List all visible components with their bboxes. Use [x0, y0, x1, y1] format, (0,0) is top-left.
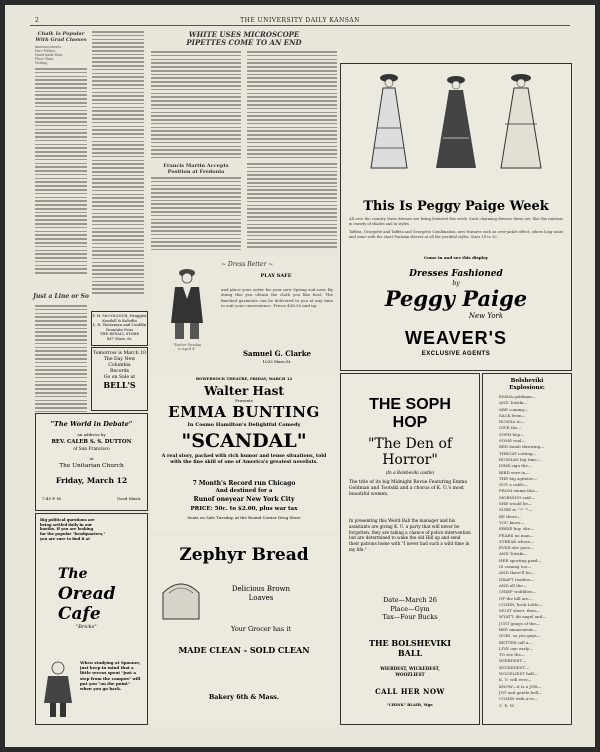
bolsheviki-list-item: BIRD wire in—	[499, 469, 530, 475]
peggy-brand: Peggy Paige	[384, 286, 528, 311]
just-a-line-headline: Just a Line or So	[33, 293, 89, 300]
weavers-exclusive-agents: EXCLUSIVE AGENTS	[421, 351, 491, 357]
bolsheviki-list-item: BED bomb throwing—	[499, 444, 545, 450]
bolsheviki-list-item: EVER she goes—	[499, 545, 534, 551]
francis-headline: Francis Martin Accepts Position at Fredonia	[163, 163, 229, 175]
zephyr-title: Zephyr Bread	[179, 545, 309, 565]
bolsheviki-list-item: RUSSIAN big time—	[499, 456, 541, 462]
bolsheviki-ball: THE BOLSHEVIKI BALL	[369, 638, 451, 658]
bolsheviki-list-item: FEARS no man—	[499, 532, 534, 538]
soph-description: The title of its big Midnight Revue Featuring Emma Goldman and Tootsiki and a chorus of K. U.'s most beautiful women.	[349, 480, 468, 497]
call-her-now: CALL HER NOW	[375, 687, 445, 696]
bolsheviki-list-item: BETTER call a—	[499, 639, 533, 645]
bolsheviki-list-item: BE there—	[499, 513, 521, 519]
soph-details: Date—March 26 Place—Gym Tax—Four Bucks	[382, 596, 438, 621]
bolsheviki-list-item: WICKEDEST—	[499, 664, 530, 670]
man-in-suit-illustration	[161, 263, 213, 341]
soph-description-2: In presenting this Weird Ball the manager and his assistants are giving K. U. a party that will never be forgotten; they are taking a chance of police intervention but are determined to wake the old Hill up and send their patrons home with "I never had such a wild time in my life."	[349, 518, 471, 552]
debate-speaker: REV. CALEB S. S. DUTTON	[51, 439, 132, 445]
peggy-paige-ad	[340, 63, 572, 371]
made-clean-sold-clean: MADE CLEAN - SOLD CLEAN	[178, 645, 310, 655]
bolsheviki-list-item: RUSSIA to—	[499, 419, 525, 425]
debate-time: 7:45 P. M.	[42, 496, 63, 501]
bolsheviki-list-item: AND there'll be—	[499, 570, 535, 576]
bolsheviki-list-item: CHIEF wobblies—	[499, 589, 537, 595]
bolsheviki-list-item: AND Totsiki—	[499, 551, 528, 557]
drugstore-ad: F. H. McCOLLOCH, Druggist Kendall & Kolodin L. R. Waterman and Conklin Fountain Pens THE REXALL STORE 847 Mass. St.	[91, 311, 148, 346]
cosmo-comedy: In Cosmo Hamilton's Delightful Comedy	[187, 422, 301, 428]
bolsheviki-list-item: COMIN, heck Little—	[499, 601, 543, 607]
cafe-name: Cafe	[58, 604, 101, 624]
bolsheviki-list-item: SHE would be—	[499, 501, 532, 507]
debate-church: The Unitarian Church	[59, 463, 124, 469]
bells-records-ad: Tomorrow is March 10 The Day New Columbia Records Go on Sale at BELL'S	[91, 347, 148, 411]
bowersock-header: BOWERSOCK THEATRE, FRIDAY, MARCH 12	[195, 376, 293, 381]
world-debate-ad: "The World in Debate" an address by REV. CALEB S. S. DUTTON of San Francisco at The Unitarian Church Friday, March 12 7:45 P. M. Good Music	[35, 413, 148, 511]
grocer-label: Your Grocer has it	[230, 625, 292, 633]
bolsheviki-list-item: HER sporting pard—	[499, 557, 542, 563]
scandal-title: "SCANDAL"	[181, 430, 307, 452]
soph-hop-ad	[340, 373, 480, 725]
peggy-body-1: All over the country these dresses are being featured this week. Such charming dresses these are, like the rainbow in variety of shades and in styles.	[349, 217, 563, 226]
bolsheviki-list-item: OF the hill are—	[499, 595, 533, 601]
play-safe-header: PLAY SAFE	[260, 273, 292, 279]
zephyr-bread-ad	[151, 537, 337, 721]
bolsheviki-list-item: K. U. will ever—	[499, 677, 532, 683]
star-name: EMMA BUNTING	[168, 403, 320, 421]
chink-blair-manager: "CHINK" BLAIR, Mgr.	[386, 702, 434, 707]
bolsheviki-list-item: DRAFT readers—	[499, 576, 535, 582]
microscope-headline: WHITE USES MICROSCOPE PIPETTES COME TO AN END	[186, 30, 302, 47]
play-safe-caption: "Easter Sunday is April 4"	[172, 343, 202, 351]
peggy-dresses-fashioned: Dresses Fashioned	[409, 269, 503, 279]
bolsheviki-list-item: SOPH hop—	[499, 431, 525, 437]
bolsheviki-list-item: WIERDEST—	[499, 658, 527, 664]
presents-label: Presents	[235, 398, 253, 403]
bolsheviki-title: Bolsheviki Explosions:	[509, 378, 545, 391]
bolsheviki-list-item: KNOW—it is a JOB—	[499, 683, 542, 689]
francis-body	[151, 177, 241, 253]
seats-on-sale: Seats on Sale Tuesday, at the Round Corner Drug Store	[187, 515, 301, 520]
dress-illustration	[361, 68, 551, 180]
bolsheviki-list-item: YOU know—	[499, 519, 525, 525]
microscope-body-left	[151, 51, 241, 161]
bolsheviki-list-item: AND Totsiki—	[499, 400, 528, 406]
bolsheviki-list-item: GOT a cable—	[499, 482, 528, 488]
bolsheviki-list-item: AND all the—	[499, 582, 527, 588]
bolsheviki-castle: (In a Bolsheviki castle)	[385, 470, 435, 475]
oread-bricks: "Bricks"	[76, 624, 97, 630]
peggy-headline: This Is Peggy Paige Week	[363, 199, 549, 214]
bakery-address: Bakery 6th & Mass.	[208, 693, 280, 701]
bolsheviki-list-item: MORNING said—	[499, 494, 535, 500]
play-safe-body: and place your order for your new Spring suit now. By doing this you obtain the cloth you like best. The finished garments can be delivered to you at any time to suit your convenience. Prices $38.50 and up.	[221, 287, 333, 309]
stryker-body	[247, 163, 337, 253]
oread-name: Oread	[58, 584, 116, 604]
ticket-price: PRICE: 50c. to $2.00, plus war tax	[190, 506, 298, 512]
masthead-rule	[30, 25, 570, 26]
bolsheviki-list-item: THROAT cutting—	[499, 450, 537, 456]
debate-music: Good Music	[116, 496, 141, 501]
chalk-headline: Chalk Is Popular With Grad Classes	[35, 31, 87, 43]
delicious-loaves: Delicious Brown Loaves	[231, 585, 291, 602]
bolsheviki-list	[499, 394, 569, 709]
bolsheviki-list-item: GIVE the—	[499, 425, 522, 431]
bowersock-scandal-ad	[151, 373, 337, 533]
bolsheviki-list-item: GOIN, so you guys—	[499, 633, 541, 639]
bolsheviki-list-item: FROM emma this—	[499, 488, 539, 494]
bolsheviki-list-item: TO see the—	[499, 652, 525, 658]
bolsheviki-list-item: DINK sign the—	[499, 463, 532, 469]
oread-intro: Big political questions are being settled daily in our booths. If you are looking for the popular "headquarters," you are sure to find it at	[40, 518, 106, 541]
weavers-name: WEAVER'S	[405, 328, 507, 348]
masthead-title: THE UNIVERSITY DAILY KANSAN	[240, 17, 360, 24]
peggy-city: New York	[468, 312, 504, 320]
chicago-record: 7 Month's Record run Chicago	[192, 480, 296, 487]
chalk-article	[35, 31, 87, 65]
debate-title: "The World in Debate"	[50, 420, 133, 428]
new-york-run: Runof oneyear New York City	[193, 496, 295, 503]
oread-bottom-text: When studying at Spooner, just keep in mind that a little recess spent "just a step from the campus" will put you "on the point" when you go back.	[80, 660, 141, 692]
clarke-address: 1033 Mass.St.	[262, 359, 292, 364]
oread-cafe-ad	[35, 513, 148, 725]
peggy-by: by	[452, 280, 460, 287]
debate-date: Friday, March 12	[55, 476, 128, 485]
bolsheviki-list-item: ERRIE boy, she—	[499, 526, 534, 532]
peggy-body-2: Taffeta, Georgette and Taffeta and Georgette Combination, new features such as over-jacket effect, others long waist and some with the short Parisian sleeves at all the youthful styles. Sizes 14 to 20.	[349, 230, 563, 239]
bolsheviki-list-item: WYATT, dit angel and—	[499, 614, 547, 620]
oread-the: The	[58, 566, 88, 582]
scandal-description: A real story, packed with rich humor and tense situations, told with the fine skill of one of America's greatest novelists.	[161, 454, 327, 466]
bells-store: BELL'S	[103, 380, 136, 390]
microscope-body-right	[247, 51, 337, 161]
hop-title: HOP	[392, 414, 428, 431]
clarke-tailor-ad: ~ Dress Better ~ PLAY SAFE "Easter Sunday is April 4" and place your order for your new Spring suit now. By doing this you obtain the cloth you like best. The finished garments can be delivered to you at any time to suit your convenience. Prices $38.50 and up. Samuel G. Clarke 1033 Mass.St.	[151, 255, 337, 369]
bolsheviki-list-item: COMIN with a're—	[499, 696, 538, 702]
bolsheviki-list-item: EMMA goldman—	[499, 394, 536, 399]
just-a-line-body	[35, 305, 87, 417]
bolsheviki-list-item: JOY and gentle hell—	[499, 689, 543, 695]
den-of-horror: "The Den of Horror"	[367, 436, 453, 468]
bolsheviki-list-item: LIVE one early—	[499, 645, 534, 651]
bolsheviki-list-item: RED amazement—	[499, 626, 537, 632]
bolsheviki-list-item: SACK from—	[499, 412, 526, 418]
bolsheviki-explosions-column	[482, 373, 572, 725]
soph-title: THE SOPH	[369, 396, 451, 413]
bolsheviki-list-item: SOME real—	[499, 438, 526, 444]
chalk-body-text	[35, 68, 87, 278]
producer-name: Walter Hast	[204, 384, 284, 398]
bolsheviki-list-item: THE big agitator—	[499, 475, 538, 481]
bolsheviki-list-item: IS coming too—	[499, 564, 532, 570]
bolsheviki-list-item: SURE to "?" ""—	[499, 507, 533, 513]
bolsheviki-list-item: MUST sheet, then—	[499, 608, 540, 614]
clarke-name: Samuel G. Clarke	[243, 349, 311, 358]
bolsheviki-list-item: WOOZLIEST ball—	[499, 671, 538, 677]
bolsheviki-list-item: ARE coming—	[499, 406, 528, 412]
peggy-come-in: Come in and see this display	[424, 255, 488, 260]
newspaper-page	[5, 5, 595, 747]
destined-label: And destined for a	[215, 488, 273, 494]
bolsheviki-list-item: C. E. W.	[499, 702, 515, 708]
wierdest-line: WIERDEST, WICKEDEST, WOOZLIEST	[380, 666, 440, 677]
bolsheviki-list-item: STREAK where—	[499, 538, 535, 544]
chalk-subitems: Announcements. Pure Politics. Hand-made Hats. Floor Plans. Writing.	[35, 45, 64, 65]
masthead: 2 THE UNIVERSITY DAILY KANSAN	[35, 17, 360, 24]
student-illustration	[40, 658, 76, 718]
bolsheviki-list-item: JUST gangs of the—	[499, 620, 540, 626]
column2-body-text	[92, 31, 144, 311]
